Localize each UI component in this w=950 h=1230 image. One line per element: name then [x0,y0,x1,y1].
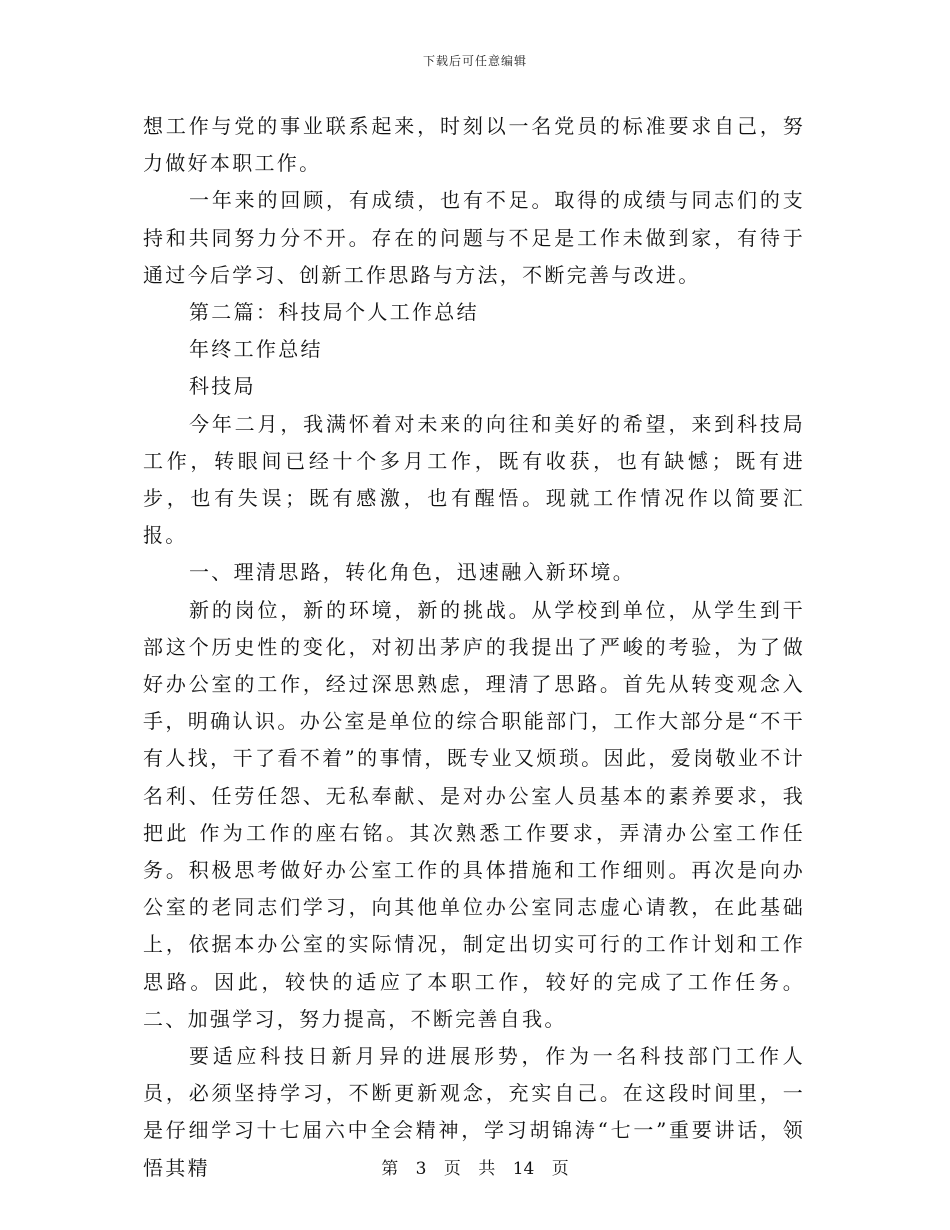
page-number: 3 [415,1159,427,1179]
section-heading: 第二篇：科技局个人工作总结 [189,300,479,325]
page-footer [0,1154,950,1179]
paragraph: 一年来的回顾，有成绩，也有不足。取得的成绩与同志们的支持和共同努力分不开。存在的问题与不足是工作未做到家，有待于通过今后学习、创新工作思路与方法，不断完善与改进。 [143,188,805,287]
subsection-heading: 一、理清思路，转化角色，迅速融入新环境。 [189,560,635,585]
page-label: 第 [381,1159,399,1179]
page-unit: 页 [443,1159,461,1179]
paragraph: 新的岗位，新的环境，新的挑战。从学校到单位，从学生到干部这个历史性的变化，对初出茅庐的我提出了严峻的考验，为了做好办公室的工作，经过深思熟虑，理清了思路。首先从转变观念入手，明确认识。办公室是单位的综合职能部门，工作大部分是“不干有人找，干了看不着”的事情，既专业又烦琐。因此，爱岗敬业不计名利、任劳任怨、无私奉献、是对办公室人员基本的素养要求，我把此 作为工作的座右铭。其次熟悉工作要求，弄清办公室工作任务。积极思考做好办公室工作的具体措施和工作细则。再次是向办公室的老同志们学习，向其他单位办公室同志虚心请教，在此基础上，依据本办公室的实际情况，制定出切实可行的工作计划和工作思路。因此，较快的适应了本职工作，较好的完成了工作任务。 二、加强学习，努力提高，不断完善自我。 [143,597,805,1031]
department-name: 科技局 [189,374,256,399]
section-subtitle: 年终工作总结 [189,337,323,362]
paragraph: 要适应科技日新月异的进展形势，作为一名科技部门工作人员，必须坚持学习，不断更新观念，充实自己。在这段时间里，一是仔细学习十七届六中全会精神，学习胡锦涛“七一”重要讲话，领悟其精 [143,1044,805,1180]
total-label: 共 [478,1159,496,1179]
total-unit: 页 [551,1159,569,1179]
document-body [143,108,805,1187]
paragraph: 今年二月，我满怀着对未来的向往和美好的希望，来到科技局工作，转眼间已经十个多月工作，既有收获，也有缺憾；既有进步，也有失误；既有感激，也有醒悟。现就工作情况作以简要汇报。 [143,411,805,548]
total-pages: 14 [512,1159,535,1179]
page-header: 下载后可任意编辑 [422,54,527,68]
paragraph: 想工作与党的事业联系起来，时刻以一名党员的标准要求自己，努力做好本职工作。 [143,114,805,176]
